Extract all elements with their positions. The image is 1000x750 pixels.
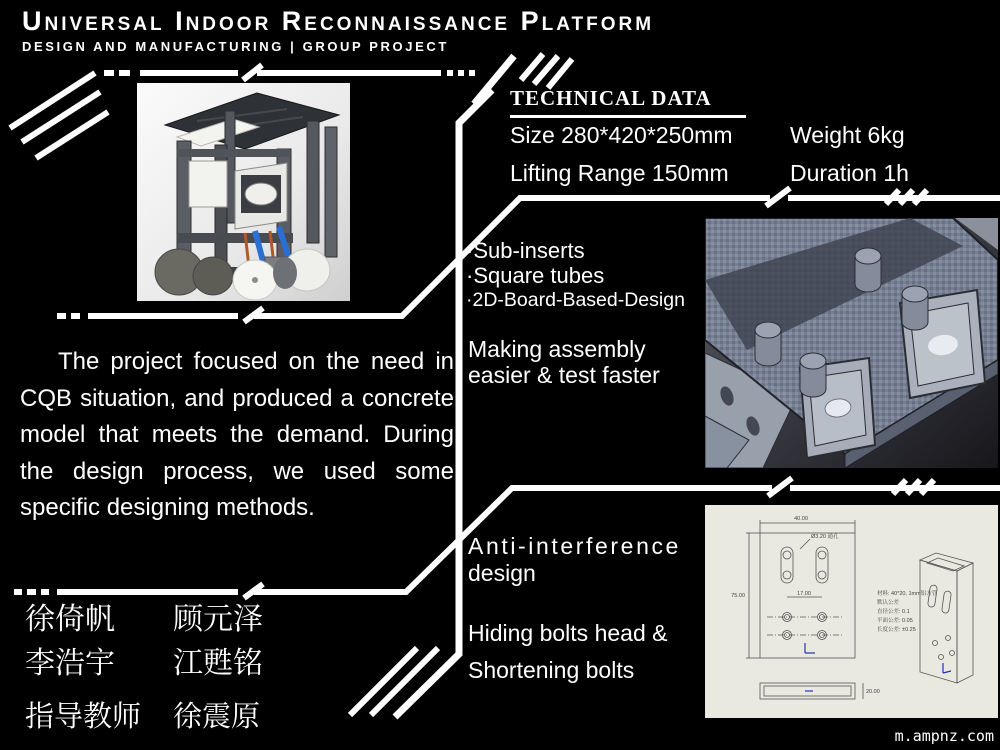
page-title: Universal Indoor Reconnaissance Platform: [22, 6, 655, 36]
project-description: The project focused on the need in CQB situation, and produced a concrete model that meets the demand. During the design process, we used some specific designing methods.: [20, 348, 454, 521]
assembly-note: [468, 336, 718, 388]
header: [22, 6, 654, 54]
anti-interference-line2: design: [468, 560, 536, 586]
watermark: m.ampnz.com: [894, 727, 994, 745]
robot-wheel: [193, 257, 233, 295]
spec-duration: Duration 1h: [790, 160, 909, 186]
top-rule: [104, 65, 475, 80]
drawing-origin-marker: [805, 643, 951, 691]
robot-render-image: [137, 83, 350, 301]
robot-side-box: [189, 161, 227, 207]
technical-data-grid: [510, 122, 990, 187]
spec-lifting-range: Lifting Range 150mm: [510, 160, 729, 186]
technical-data-section: [510, 86, 746, 118]
drawing-note: 直径公差: 0.1: [877, 609, 910, 615]
bullet-2d-board: ·2D-Board-Based-Design: [466, 289, 685, 311]
team-member: 李浩宇: [25, 646, 115, 681]
dim-side: 20.00: [866, 689, 880, 695]
bullet-sub-inserts: ·Sub-inserts: [466, 238, 585, 263]
slot-label: Ø3.20 通孔: [811, 534, 839, 540]
spec-size: Size 280*420*250mm: [510, 122, 733, 148]
dim-height: 75.00: [731, 593, 745, 599]
bolts-note-line2: Shortening bolts: [468, 657, 635, 683]
technical-data-heading: TECHNICAL DATA: [510, 86, 746, 118]
assembly-note-line1: Making assembly: [468, 336, 646, 362]
anti-interference-note: [468, 615, 713, 689]
spec-weight: Weight 6kg: [790, 122, 905, 148]
bolt-drawing-image: [705, 505, 998, 718]
top-left-stripes: [10, 73, 108, 158]
design-methods-list: [466, 238, 714, 313]
anti-interference-title: [468, 533, 713, 587]
team-member: 江甦铭: [173, 646, 263, 681]
team-member: 徐倚帆: [25, 602, 115, 637]
page-subtitle: DESIGN AND MANUFACTURING | GROUP PROJECT: [22, 39, 449, 54]
team-member: 顾元泽: [173, 602, 263, 637]
drawing-note: 长度公差: ±0.25: [877, 627, 916, 633]
drawing-iso-view: [920, 553, 973, 683]
dim-spacing: 17.00: [797, 591, 811, 597]
subinserts-cad-image: [705, 218, 998, 468]
dim-width: 40.00: [794, 516, 808, 522]
drawing-note: 平面公差: 0.05: [877, 618, 913, 624]
assembly-note-line2: easier & test faster: [468, 362, 660, 388]
bullet-square-tubes: ·Square tubes: [466, 263, 605, 288]
anti-interference-line1: Anti-interference: [468, 533, 681, 559]
bolts-note-line1: Hiding bolts head &: [468, 620, 668, 646]
drawing-note: 材料: 40*20, 1mm铝方管: [877, 591, 938, 597]
drawing-note: 默认公差: [877, 600, 900, 606]
team-section: [25, 600, 335, 736]
advisor-name: 徐震原: [173, 699, 261, 733]
advisor-label: 指导教师: [25, 699, 142, 733]
